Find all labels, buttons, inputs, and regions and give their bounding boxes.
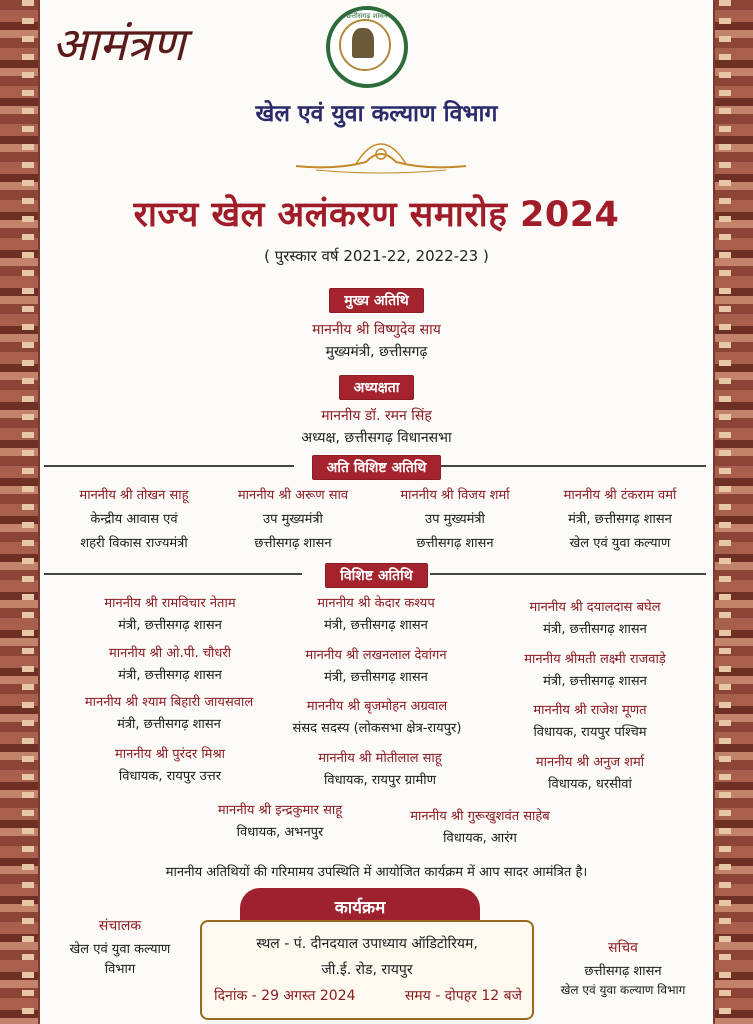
sg-desig: मंत्री, छत्तीसगढ़ शासन (118, 668, 222, 683)
amantran-heading: आमंत्रण (52, 17, 186, 71)
vsg-2 (218, 485, 368, 551)
sg-8 (262, 696, 492, 736)
sg-13 (180, 800, 380, 840)
special-guests-label: विशिष्ट अतिथि (325, 563, 427, 588)
sg-desig: विधायक, आरंग (443, 831, 517, 846)
vsg-line2: छत्तीसगढ़ शासन (416, 536, 494, 551)
sg-desig: विधायक, अभनपुर (236, 825, 324, 840)
sg-desig: मंत्री, छत्तीसगढ़ शासन (543, 674, 647, 689)
sg-name: माननीय श्री मोतीलाल साहू (318, 751, 442, 766)
sg-desig: मंत्री, छत्तीसगढ़ शासन (324, 618, 428, 633)
venue-box (200, 920, 534, 1020)
state-emblem-icon (326, 6, 408, 88)
sg-desig: विधायक, रायपुर ग्रामीण (323, 773, 437, 788)
program-label: कार्यक्रम (240, 888, 480, 928)
ornament-divider-icon (286, 140, 476, 176)
sg-name: माननीय श्री इन्द्रकुमार साहू (217, 803, 343, 818)
emblem-text: छत्तीसगढ़ शासन (346, 12, 388, 20)
sg-5 (276, 645, 476, 685)
sg-desig: विधायक, रायपुर उत्तर (118, 769, 222, 784)
sg-3 (490, 597, 700, 637)
sg-name: माननीय श्री लखनलाल देवांगन (305, 648, 447, 663)
vsg-name: माननीय श्री टंकराम वर्मा (563, 488, 677, 503)
presidency-name: माननीय डॉ. रमन सिंह (321, 408, 432, 424)
sg-name: माननीय श्री केदार कश्यप (317, 596, 435, 611)
sg-1 (70, 593, 270, 633)
sg-desig: मंत्री, छत्तीसगढ़ शासन (118, 618, 222, 633)
sg-desig: संसद सदस्य (लोकसभा क्षेत्र-रायपुर) (292, 721, 462, 736)
organizer-line-1: खेल एवं युवा कल्याण (69, 942, 171, 957)
very-special-guests-label: अति विशिष्ट अतिथि (312, 455, 442, 480)
secretary-block (534, 938, 712, 998)
department-name: खेल एवं युवा कल्याण विभाग (255, 101, 498, 127)
sg-11 (280, 748, 480, 788)
sg-name: माननीय श्रीमती लक्ष्मी राजवाड़े (524, 652, 666, 667)
presidency-label: अध्यक्षता (339, 375, 415, 400)
secretary-line-1: छत्तीसगढ़ शासन (584, 964, 662, 979)
sg-name: माननीय श्री श्याम बिहारी जायसवाल (84, 695, 254, 710)
vsg-name: माननीय श्री विजय शर्मा (400, 488, 510, 503)
sg-desig: मंत्री, छत्तीसगढ़ शासन (324, 670, 428, 685)
venue-line-1: स्थल - पं. दीनदयाल उपाध्याय ऑडिटोरियम, (256, 936, 478, 952)
sg-desig: विधायक, धरसीवां (548, 777, 632, 792)
vsg-4 (540, 485, 700, 551)
sg-desig: विधायक, रायपुर पश्चिम (533, 725, 647, 740)
sg-name: माननीय श्री दयालदास बघेल (529, 600, 661, 615)
sg-2 (276, 593, 476, 633)
vsg-line1: उप मुख्यमंत्री (425, 512, 485, 527)
sg-name: माननीय श्री पुरंदर मिश्रा (114, 747, 226, 762)
right-decorative-border (715, 0, 753, 1024)
invitation-card (40, 0, 713, 1024)
event-title: राज्य खेल अलंकरण समारोह 2024 (133, 195, 620, 235)
sg-name: माननीय श्री ओ.पी. चौधरी (108, 646, 232, 661)
sg-desig: मंत्री, छत्तीसगढ़ शासन (117, 717, 221, 732)
chief-guest-label-wrap (40, 288, 713, 313)
vsg-name: माननीय श्री अरूण साव (237, 488, 349, 503)
sg-name: माननीय श्री गुरूखुशवंत साहेब (410, 809, 550, 824)
vsg-name: माननीय श्री तोखन साहू (79, 488, 189, 503)
chief-guest-designation: मुख्यमंत्री, छत्तीसगढ़ (325, 344, 428, 360)
vsg-line1: केन्द्रीय आवास एवं (90, 512, 178, 527)
sg-name: माननीय श्री बृजमोहन अग्रवाल (306, 699, 448, 714)
sg-desig: मंत्री, छत्तीसगढ़ शासन (543, 622, 647, 637)
vsg-line1: उप मुख्यमंत्री (263, 512, 323, 527)
event-time: समय - दोपहर 12 बजे (404, 988, 522, 1004)
sg-4 (70, 643, 270, 683)
sg-14 (380, 806, 580, 846)
chief-guest-name: माननीय श्री विष्णुदेव साय (312, 322, 441, 338)
presidency-designation: अध्यक्ष, छत्तीसगढ़ विधानसभा (301, 430, 452, 446)
sg-6 (490, 649, 700, 689)
event-date: दिनांक - 29 अगस्त 2024 (214, 988, 356, 1004)
organizer-label: संचालक (98, 918, 142, 934)
award-years: ( पुरस्कार वर्ष 2021-22, 2022-23 ) (264, 247, 489, 265)
vsg-1 (60, 485, 208, 551)
organizer-line-2: विभाग (104, 962, 136, 977)
secretary-line-2: खेल एवं युवा कल्याण विभाग (560, 983, 686, 997)
left-decorative-border (0, 0, 38, 1024)
vsg-3 (380, 485, 530, 551)
venue-line-2: जी.ई. रोड, रायपुर (321, 962, 413, 978)
vsg-line2: खेल एवं युवा कल्याण (569, 536, 671, 551)
sg-9 (500, 700, 680, 740)
sg-12 (500, 752, 680, 792)
special-label-wrap (40, 563, 713, 588)
chief-guest-label: मुख्य अतिथि (329, 288, 423, 313)
sg-7 (54, 692, 284, 732)
sg-name: माननीय श्री अनुज शर्मा (535, 755, 645, 770)
very-special-label-wrap (40, 455, 713, 480)
secretary-label: सचिव (608, 940, 638, 956)
sg-name: माननीय श्री रामविचार नेताम (104, 596, 236, 611)
vsg-line2: छत्तीसगढ़ शासन (254, 536, 332, 551)
vsg-line1: मंत्री, छत्तीसगढ़ शासन (568, 512, 672, 527)
vsg-line2: शहरी विकास राज्यमंत्री (80, 536, 188, 551)
presidency-label-wrap (40, 375, 713, 400)
sg-name: माननीय श्री राजेश मूणत (533, 703, 647, 718)
organizer-block (50, 916, 190, 977)
sg-10 (80, 744, 260, 784)
invitation-line: माननीय अतिथियों की गरिमामय उपस्थिति में आयोजित कार्यक्रम में आप सादर आमंत्रित है। (165, 865, 588, 880)
